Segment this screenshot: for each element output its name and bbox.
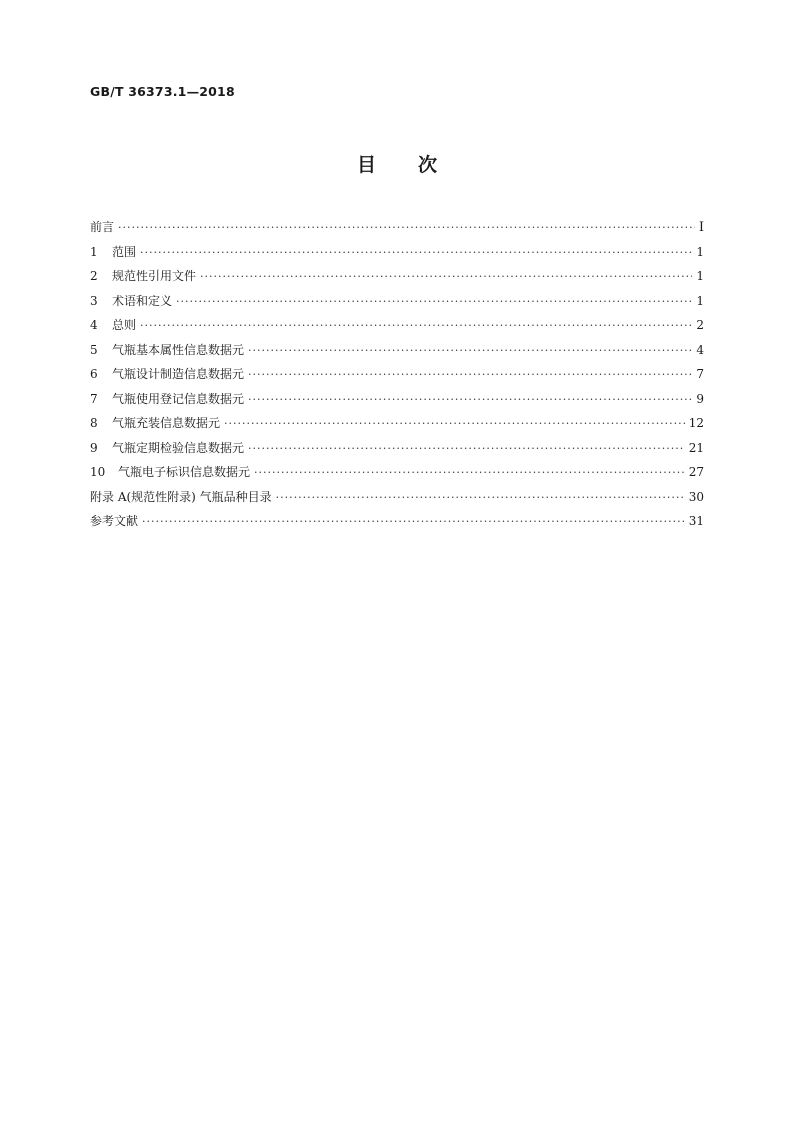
toc-entry-number: 3	[90, 293, 98, 308]
toc-entry-number: 6	[90, 367, 98, 381]
toc-entry-page: 30	[688, 489, 704, 504]
toc-entry-page: 1	[696, 269, 704, 283]
toc-dot-leader	[248, 363, 692, 388]
toc-entry-7[interactable]	[90, 387, 704, 412]
toc-dot-leader	[254, 461, 685, 486]
toc-entry-page: 12	[688, 416, 704, 430]
toc-entry-4[interactable]	[90, 313, 704, 338]
toc-entry-number: 8	[90, 416, 98, 430]
toc-entry-title: 气瓶设计制造信息数据元	[112, 367, 245, 381]
toc-entry-appendix-a[interactable]	[90, 485, 704, 510]
toc-entry-page: 21	[688, 440, 704, 455]
toc-entry-title: 范围	[112, 244, 137, 259]
toc-entry-title: 参考文献	[90, 514, 139, 528]
toc-dot-leader	[140, 241, 692, 266]
toc-entry-9[interactable]	[90, 436, 704, 461]
toc-entry-page: 27	[688, 465, 704, 479]
toc-entry-number: 9	[90, 440, 98, 455]
toc-entry-number: 7	[90, 391, 98, 406]
toc-dot-leader	[248, 339, 692, 364]
page-title-part1: 目	[356, 154, 376, 176]
toc-entry-number: 4	[90, 318, 98, 332]
toc-dot-leader	[140, 314, 692, 339]
toc-entry-5[interactable]	[90, 338, 704, 363]
toc-entry-title: 术语和定义	[112, 293, 173, 308]
toc-entry-number: 5	[90, 342, 98, 357]
toc-entry-1[interactable]	[90, 240, 704, 265]
toc-entry-3[interactable]	[90, 289, 704, 314]
toc-entry-number: 2	[90, 269, 98, 283]
toc-dot-leader	[248, 388, 692, 413]
toc-entry-number: 1	[90, 244, 98, 259]
toc-entry-bibliography[interactable]	[90, 509, 704, 534]
toc-entry-title: 气瓶使用登记信息数据元	[112, 391, 245, 406]
toc-dot-leader	[248, 437, 685, 462]
toc-dot-leader	[224, 412, 685, 437]
toc-entry-title: 气瓶定期检验信息数据元	[112, 440, 245, 455]
toc-dot-leader	[276, 486, 685, 511]
toc-entry-foreword[interactable]	[90, 215, 704, 240]
toc-entry-page: 9	[696, 391, 704, 406]
toc-entry-title: 总则	[112, 318, 137, 332]
toc-entry-page: 4	[696, 342, 704, 357]
toc-entry-2[interactable]	[90, 264, 704, 289]
toc-entry-page: 7	[696, 367, 704, 381]
toc-entry-title: 气瓶电子标识信息数据元	[118, 465, 251, 479]
toc-entry-title: 前言	[90, 220, 115, 234]
toc-dot-leader	[176, 290, 692, 315]
toc-entry-page: 1	[696, 244, 704, 259]
toc-entry-6[interactable]	[90, 362, 704, 387]
toc-entry-page: 2	[696, 318, 704, 332]
toc-entry-10[interactable]	[90, 460, 704, 485]
table-of-contents	[90, 215, 704, 534]
toc-dot-leader	[142, 510, 685, 535]
toc-entry-page: 1	[696, 293, 704, 308]
document-code: GB/T 36373.1—2018	[90, 84, 235, 99]
page-title	[0, 150, 794, 177]
toc-entry-title: 附录 A(规范性附录) 气瓶品种目录	[90, 489, 272, 504]
toc-entry-page: 31	[688, 514, 704, 528]
toc-dot-leader	[118, 216, 695, 241]
toc-entry-title: 气瓶充装信息数据元	[112, 416, 221, 430]
toc-entry-title: 气瓶基本属性信息数据元	[112, 342, 245, 357]
toc-dot-leader	[200, 265, 692, 290]
page-title-part2: 次	[418, 154, 438, 176]
toc-entry-number: 10	[90, 465, 106, 479]
toc-entry-page: I	[698, 220, 704, 235]
toc-entry-title: 规范性引用文件	[112, 269, 197, 283]
toc-entry-8[interactable]	[90, 411, 704, 436]
